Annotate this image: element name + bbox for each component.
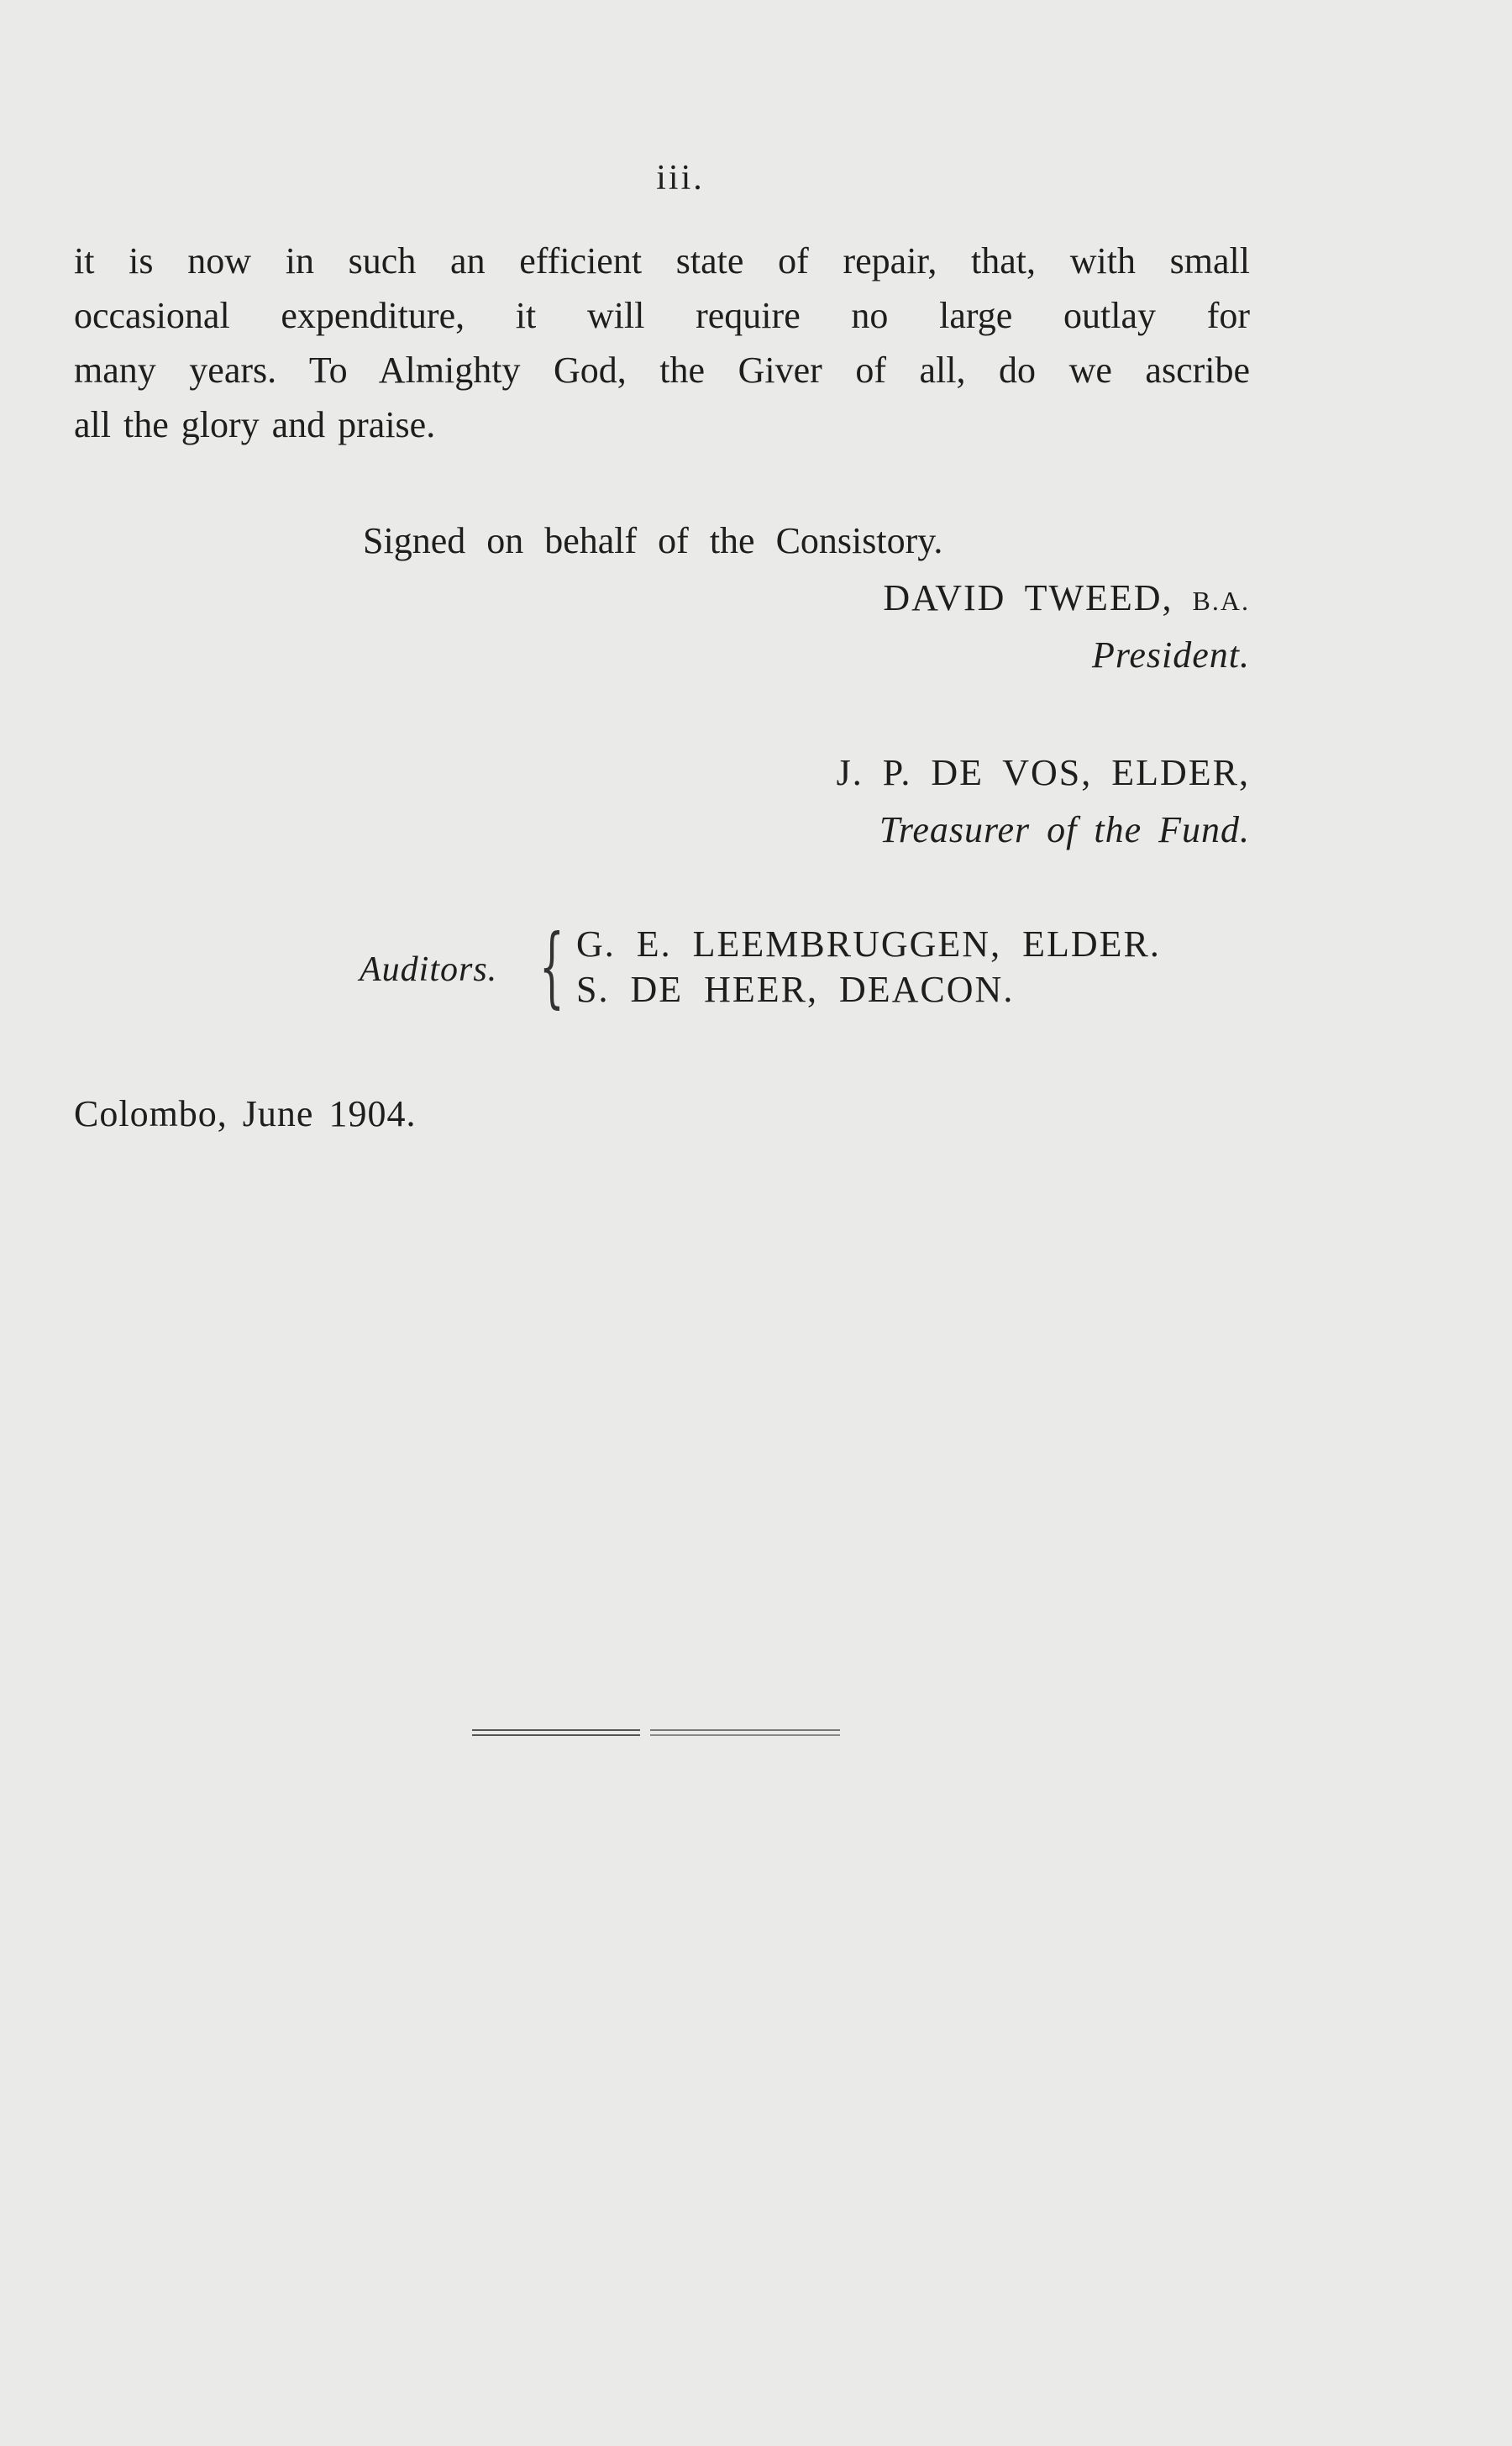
decorative-double-rule <box>472 1728 850 1738</box>
auditor-name: G. E. LEEMBRUGGEN, ELDER. <box>576 923 1161 965</box>
body-line: occasional expenditure, it will require no large outlay for <box>74 295 1250 336</box>
body-paragraph <box>74 234 1250 452</box>
treasurer-title: Treasurer of the Fund. <box>879 809 1250 850</box>
president-name-text: DAVID TWEED, <box>883 577 1173 618</box>
auditor-name: S. DE HEER, DEACON. <box>576 969 1015 1010</box>
signed-on-behalf-line: Signed on behalf of the Consistory. <box>363 520 943 561</box>
auditors-block <box>360 915 1284 1022</box>
president-name <box>883 576 1250 619</box>
body-line: it is now in such an efficient state of repair, that, with small <box>74 240 1250 281</box>
body-line: many years. To Almighty God, the Giver of all, do we ascribe <box>74 350 1250 391</box>
treasurer-name: J. P. DE VOS, ELDER, <box>836 752 1250 793</box>
place-date-line: Colombo, June 1904. <box>74 1093 417 1134</box>
page-number: iii. <box>656 159 705 197</box>
president-degree: B.A. <box>1192 586 1250 616</box>
brace-bracket: { <box>539 915 564 1018</box>
body-line: all the glory and praise. <box>74 404 436 445</box>
auditors-label: Auditors. <box>360 950 498 989</box>
president-title: President. <box>1092 634 1250 676</box>
